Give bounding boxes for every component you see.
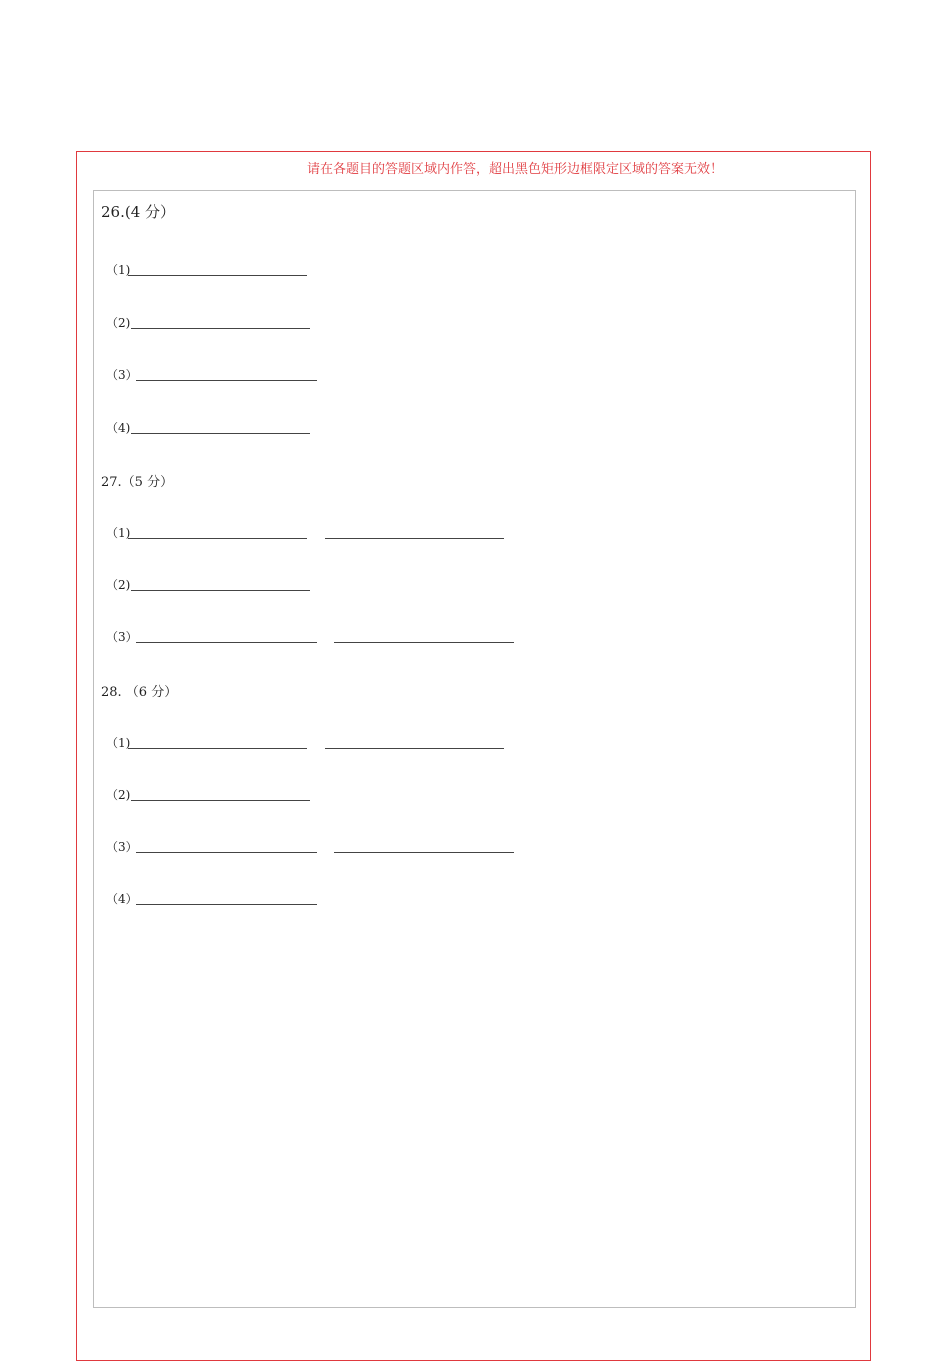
q28-item-4-label: （4） (106, 892, 138, 906)
q28-answer-blank-1b[interactable] (325, 748, 504, 749)
q28-item-2-label: （2) (106, 788, 131, 802)
q26-item-4-label: （4) (106, 421, 131, 435)
q28-answer-blank-4[interactable] (136, 904, 317, 905)
q26-answer-blank-2[interactable] (131, 328, 310, 329)
q27-item-2-label: （2) (106, 578, 131, 592)
question-28-title: 28. （6 分） (101, 685, 178, 700)
question-26-title: 26.(4 分） (101, 203, 176, 221)
q27-item-3-label: （3） (106, 630, 138, 644)
q28-answer-blank-3b[interactable] (334, 852, 514, 853)
q28-answer-blank-2[interactable] (131, 800, 310, 801)
q26-answer-blank-1[interactable] (128, 275, 307, 276)
q26-item-2-label: （2) (106, 316, 131, 330)
q28-answer-blank-3a[interactable] (136, 852, 317, 853)
q28-item-3-label: （3） (106, 840, 138, 854)
q27-answer-blank-1b[interactable] (325, 538, 504, 539)
question-27-title: 27.（5 分） (101, 475, 174, 490)
q28-answer-blank-1a[interactable] (128, 748, 307, 749)
q27-answer-blank-1a[interactable] (128, 538, 307, 539)
q28-item-1-label: （1) (106, 736, 131, 750)
q26-answer-blank-3[interactable] (136, 380, 317, 381)
q26-item-3-label: （3） (106, 368, 138, 382)
answer-area-inner-border (93, 190, 856, 1308)
q26-answer-blank-4[interactable] (131, 433, 310, 434)
warning-notice (0, 158, 950, 177)
q27-answer-blank-3b[interactable] (334, 642, 514, 643)
q27-answer-blank-2[interactable] (131, 590, 310, 591)
q27-item-1-label: （1) (106, 526, 131, 540)
q27-answer-blank-3a[interactable] (136, 642, 317, 643)
warning-text: 请在各题目的答题区域内作答，超出黑色矩形边框限定区域的答案无效！ (306, 162, 723, 177)
q26-item-1-label: （1) (106, 263, 131, 277)
